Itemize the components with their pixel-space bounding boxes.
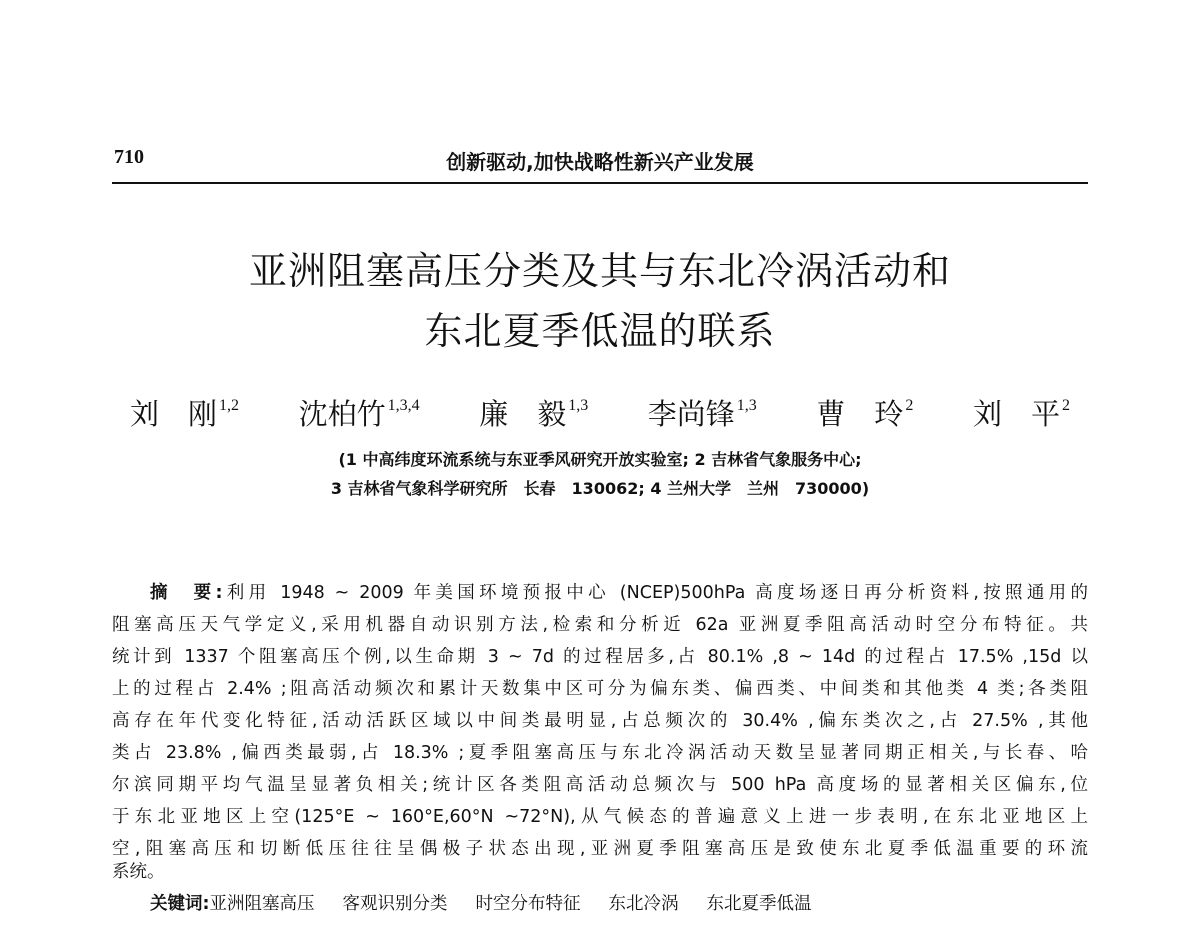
affiliation-line-1: (1 中高纬度环流系统与东亚季风研究开放实验室; 2 吉林省气象服务中心; [338, 450, 862, 469]
abstract-line [150, 579, 1088, 604]
abstract-line: 高存在年代变化特征,活动活跃区域以中间类最明显,占总频次的 30.4% ,偏东类次之,占 27.5% ,其他 [112, 711, 1088, 731]
abstract-line: 于东北亚地区上空(125°E ~ 160°E,60°N ~72°N),从气候态的普遍意义上进一步表明,在东北亚地区上 [112, 807, 1088, 827]
keyword: 亚洲阻塞高压 [209, 894, 315, 914]
abstract-line: 类占 23.8% ,偏西类最弱,占 18.3% ;夏季阻塞高压与东北冷涡活动天数呈显著同期正相关,与长春、哈 [112, 743, 1088, 763]
abstract-line: 系统。 [112, 862, 165, 882]
author-affiliation-sup: 2 [905, 397, 914, 414]
keyword: 客观识别分类 [342, 894, 448, 914]
author [299, 392, 420, 433]
author-affiliation-sup: 1,3 [568, 397, 589, 414]
author [479, 392, 588, 433]
author-affiliation-sup: 2 [1061, 397, 1070, 414]
keyword: 时空分布特征 [475, 894, 581, 914]
affiliation-line-2: 3 吉林省气象科学研究所 长春 130062; 4 兰州大学 兰州 730000) [330, 479, 870, 498]
keyword: 东北夏季低温 [706, 894, 812, 914]
page-number: 710 [114, 146, 144, 168]
author-name: 沈柏竹 [298, 397, 386, 431]
paper-title-line-2: 东北夏季低温的联系 [424, 309, 776, 353]
author-name: 廉 毅 [479, 397, 567, 431]
author-list [130, 392, 1070, 433]
author-name: 刘 刚 [130, 397, 218, 431]
abstract-line: 统计到 1337 个阻塞高压个例,以生命期 3 ~ 7d 的过程居多,占 80.1% ,8 ~ 14d 的过程占 17.5% ,15d 以 [112, 647, 1088, 667]
running-title: 创新驱动,加快战略性新兴产业发展 [446, 150, 754, 174]
author [648, 392, 757, 433]
keyword: 东北冷涡 [608, 894, 679, 914]
author [816, 392, 913, 433]
abstract-line: 阻塞高压天气学定义,采用机器自动识别方法,检索和分析近 62a 亚洲夏季阻高活动时空分布特征。共 [112, 615, 1088, 635]
author [973, 392, 1070, 433]
author-affiliation-sup: 1,3 [736, 397, 757, 414]
author-name: 刘 平 [972, 397, 1060, 431]
paper-title-line-1: 亚洲阻塞高压分类及其与东北冷涡活动和 [248, 249, 951, 293]
header-rule [112, 182, 1088, 184]
author [130, 392, 239, 433]
author-name: 李尚锋 [647, 397, 735, 431]
abstract-line: 空,阻塞高压和切断低压往往呈偶极子状态出现,亚洲夏季阻塞高压是致使东北夏季低温重要的环流 [112, 839, 1088, 859]
abstract-line: 上的过程占 2.4% ;阻高活动频次和累计天数集中区可分为偏东类、偏西类、中间类和其他类 4 类;各类阻 [112, 679, 1088, 699]
keywords [150, 890, 840, 915]
abstract-text: 利用 1948 ~ 2009 年美国环境预报中心 (NCEP)500hPa 高度场逐日再分析资料,按照通用的 [222, 583, 1088, 603]
abstract-label: 摘 要: [150, 583, 223, 603]
author-affiliation-sup: 1,3,4 [387, 397, 420, 414]
abstract-line: 尔滨同期平均气温呈显著负相关;统计区各类阻高活动总频次与 500 hPa 高度场的显著相关区偏东,位 [112, 775, 1088, 795]
author-affiliation-sup: 1,2 [219, 397, 240, 414]
author-name: 曹 玲 [816, 397, 904, 431]
keywords-label: 关键词: [150, 894, 210, 914]
